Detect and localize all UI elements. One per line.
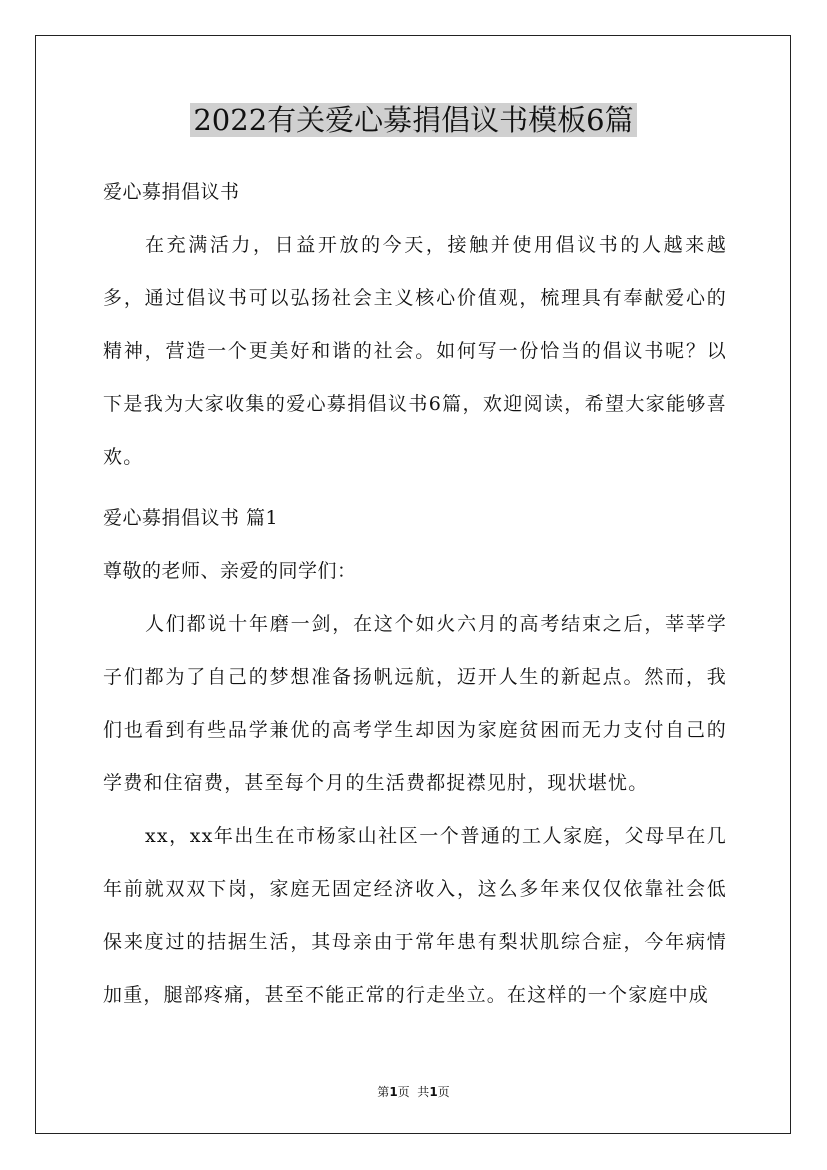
footer-total-pages: 1	[429, 1085, 438, 1099]
salutation: 尊敬的老师、亲爱的同学们：	[103, 560, 357, 582]
document-body	[103, 166, 727, 484]
body-paragraph-1: 人们都说十年磨一剑，在这个如火六月的高考结束之后，莘莘学子们都为了自己的梦想准备扬帆远航，迈开人生的新起点。然而，我们也看到有些品学兼优的高考学生却因为家庭贫困而无力支付自己的学费和住宿费，甚至每个月的生活费都捉襟见肘，现状堪忧。	[103, 613, 727, 794]
document-title	[0, 98, 827, 142]
footer-suffix: 页	[437, 1085, 450, 1099]
intro-paragraph: 在充满活力，日益开放的今天，接触并使用倡议书的人越来越多，通过倡议书可以弘扬社会主义核心价值观，梳理具有奉献爱心的精神，营造一个更美好和谐的社会。如何写一份恰当的倡议书呢？以下是我为大家收集的爱心募捐倡议书6篇，欢迎阅读，希望大家能够喜欢。	[103, 234, 727, 468]
section-heading: 爱心募捐倡议书	[103, 181, 240, 203]
article-body	[103, 492, 727, 1022]
footer-prefix: 第	[377, 1085, 390, 1099]
footer-mid: 页 共	[397, 1085, 430, 1099]
document-title-text: 2022有关爱心募捐倡议书模板6篇	[190, 103, 636, 137]
article-heading: 爱心募捐倡议书 篇1	[103, 507, 279, 529]
page-footer	[0, 1083, 827, 1100]
footer-current-page: 1	[389, 1085, 398, 1099]
body-paragraph-2: xx，xx年出生在市杨家山社区一个普通的工人家庭，父母早在几年前就双双下岗，家庭无固定经济收入，这么多年来仅仅依靠社会低保来度过的拮据生活，其母亲由于常年患有梨状肌综合症，今年病情加重，腿部疼痛，甚至不能正常的行走坐立。在这样的一个家庭中成	[103, 825, 727, 1006]
